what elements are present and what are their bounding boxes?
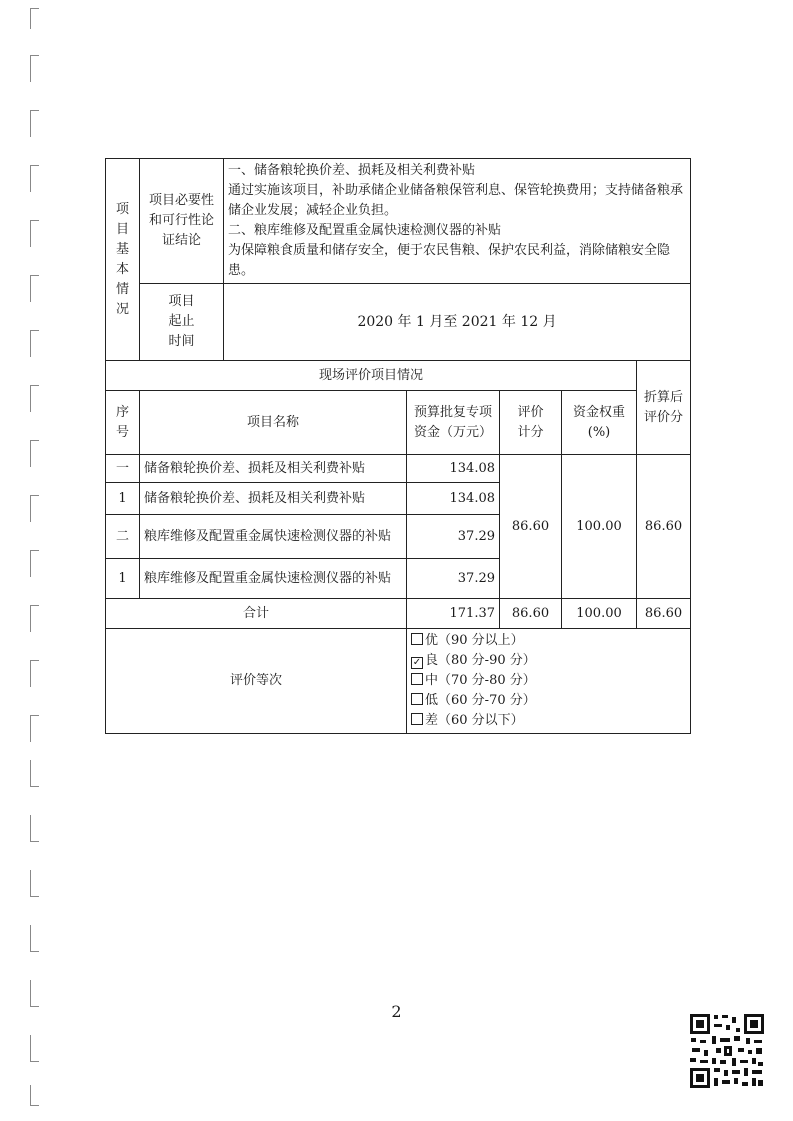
grade-option: 低（60 分-70 分）: [411, 691, 686, 711]
grade-row: [106, 629, 691, 734]
row-name: 粮库维修及配置重金属快速检测仪器的补贴: [140, 559, 407, 599]
period-value: 2020 年 1 月至 2021 年 12 月: [224, 284, 691, 361]
checkbox-icon[interactable]: [411, 633, 423, 645]
necessity-line-3: 二、粮库维修及配置重金属快速检测仪器的补贴: [228, 223, 502, 238]
necessity-line-1: 一、储备粮轮换价差、损耗及相关利费补贴: [228, 163, 476, 178]
necessity-line-4: 为保障粮食质量和储存安全，便于农民售粮、保护农民利益，消除储粮安全隐患。: [228, 243, 671, 278]
basic-section-label: 项目基本情况: [106, 159, 140, 361]
merged-score: 86.60: [500, 455, 562, 599]
total-weight: 100.00: [562, 599, 637, 629]
total-label: 合计: [106, 599, 407, 629]
checkbox-icon[interactable]: [411, 713, 423, 725]
row-seq: 1: [106, 483, 140, 515]
evaluation-table: [105, 158, 691, 734]
necessity-content: [224, 159, 691, 284]
row-budget: 134.08: [407, 483, 500, 515]
necessity-label: 项目必要性和可行性论证结论: [140, 159, 224, 284]
period-label: 项目起止时间: [140, 284, 224, 361]
grade-option: 差（60 分以下）: [411, 711, 686, 731]
grade-option: ✓ 良（80 分-90 分）: [412, 653, 536, 668]
total-score: 86.60: [500, 599, 562, 629]
row-budget: 37.29: [407, 515, 500, 559]
total-budget: 171.37: [407, 599, 500, 629]
header-weight: 资金权重(%): [562, 391, 637, 455]
total-row: [106, 599, 691, 629]
row-seq: 二: [106, 515, 140, 559]
eval-section-title: 现场评价项目情况: [106, 361, 637, 391]
necessity-line-2: 通过实施该项目，补助承储企业储备粮保管利息、保管轮换费用；支持储备粮承储企业发展；减轻企业负担。: [228, 183, 684, 218]
qr-code-icon: [688, 1012, 766, 1090]
total-adjusted: 86.60: [637, 599, 691, 629]
checkbox-icon[interactable]: [411, 693, 423, 705]
row-name: 储备粮轮换价差、损耗及相关利费补贴: [140, 483, 407, 515]
row-seq: 1: [106, 559, 140, 599]
grade-label: 评价等次: [106, 629, 407, 734]
checkbox-icon[interactable]: [411, 673, 423, 685]
grade-option: 优（90 分以上）: [411, 631, 686, 651]
merged-adjusted: 86.60: [637, 455, 691, 599]
row-name: 储备粮轮换价差、损耗及相关利费补贴: [140, 455, 407, 483]
header-seq: 序号: [106, 391, 140, 455]
checkbox-icon[interactable]: ✓: [412, 657, 422, 668]
table-row: [106, 455, 691, 483]
header-score: 评价计分: [500, 391, 562, 455]
header-name: 项目名称: [140, 391, 407, 455]
row-name: 粮库维修及配置重金属快速检测仪器的补贴: [140, 515, 407, 559]
header-adjusted: 折算后评价分: [637, 361, 691, 455]
row-budget: 37.29: [407, 559, 500, 599]
grade-options: [407, 629, 691, 734]
grade-option: 中（70 分-80 分）: [411, 671, 686, 691]
header-budget: 预算批复专项资金（万元）: [407, 391, 500, 455]
merged-weight: 100.00: [562, 455, 637, 599]
row-budget: 134.08: [407, 455, 500, 483]
row-seq: 一: [106, 455, 140, 483]
page-number: 2: [391, 1002, 402, 1021]
